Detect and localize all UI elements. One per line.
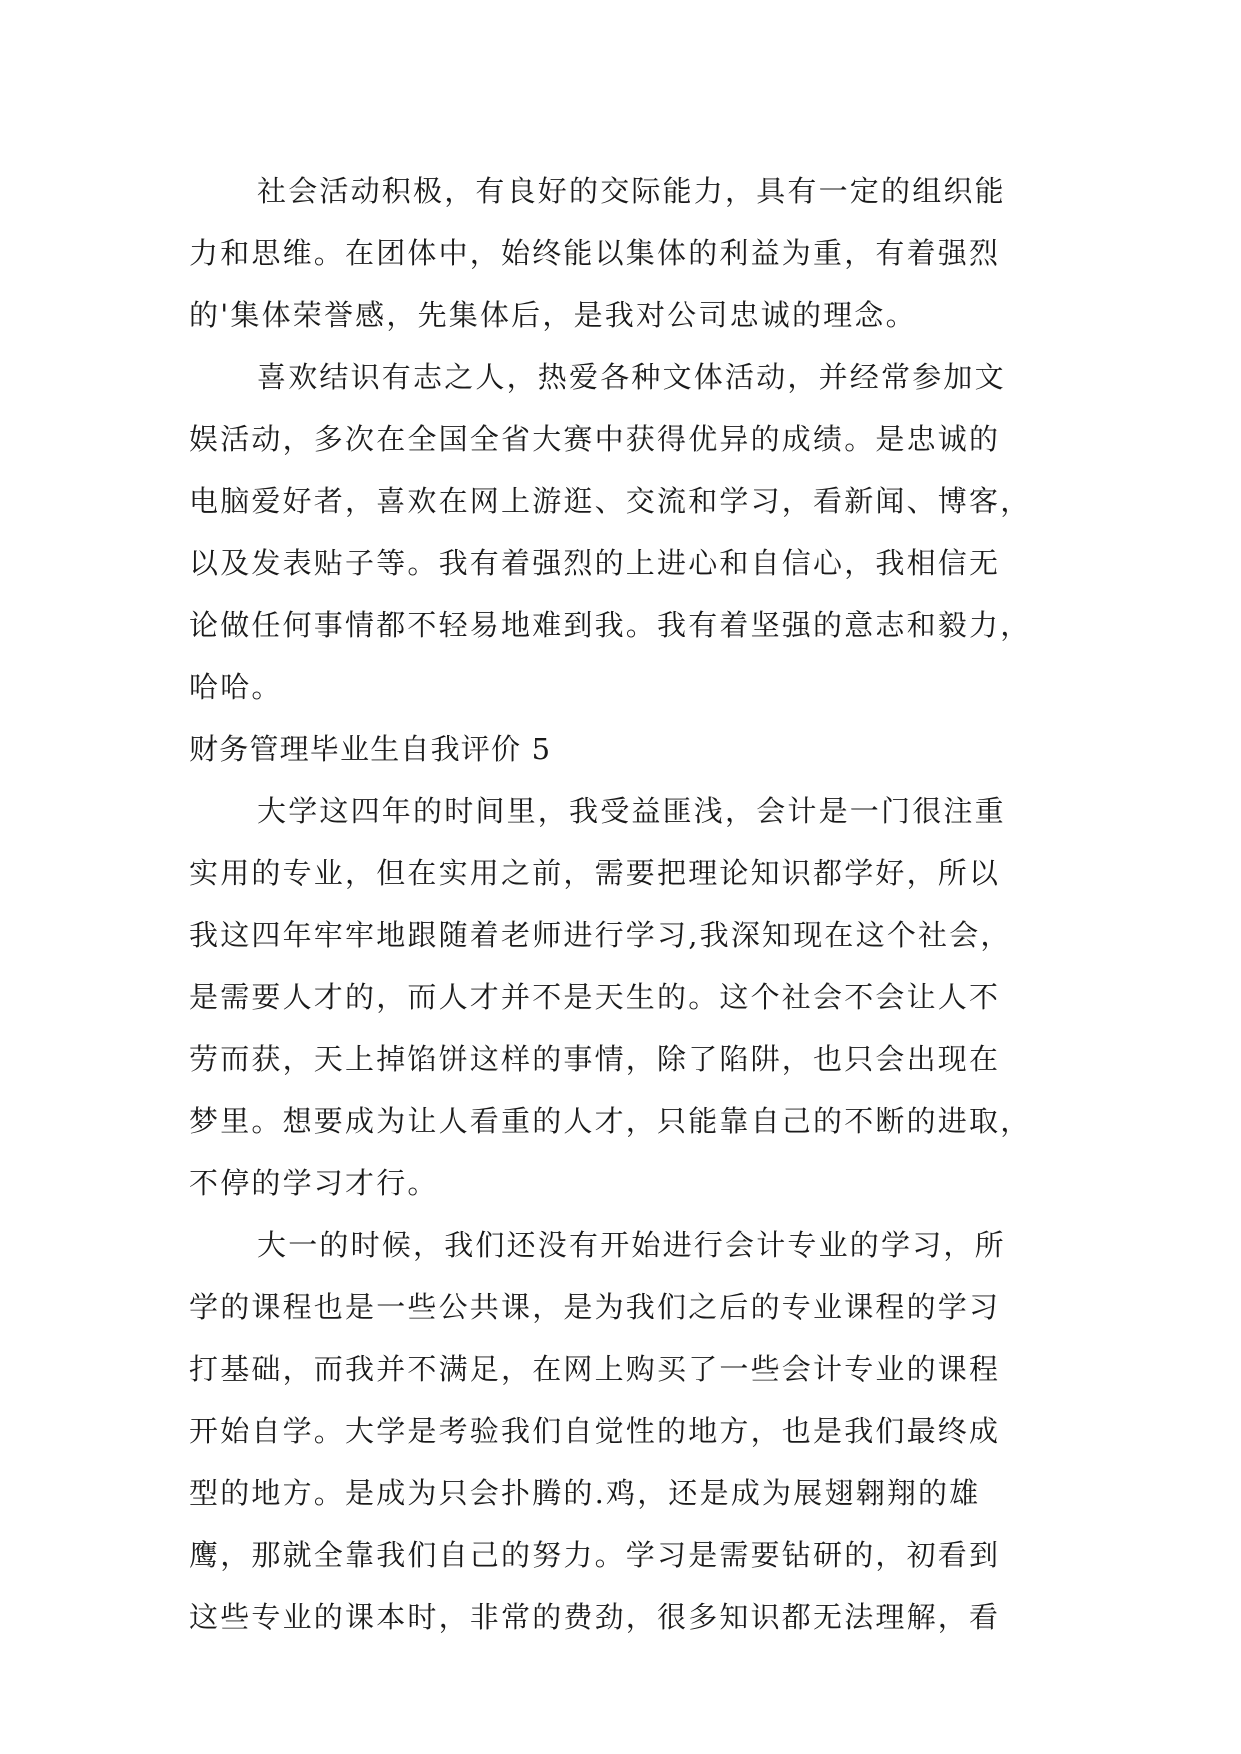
text-line: 以及发表贴子等。我有着强烈的上进心和自信心，我相信无 xyxy=(189,546,1001,580)
text-line: 不停的学习才行。 xyxy=(189,1166,439,1200)
text-line: 型的地方。是成为只会扑腾的.鸡，还是成为展翅翱翔的雄 xyxy=(189,1476,981,1510)
text-line: 哈哈。 xyxy=(189,670,283,704)
text-line: 电脑爱好者，喜欢在网上游逛、交流和学习，看新闻、博客， xyxy=(189,484,1032,518)
text-line: 的'集体荣誉感，先集体后，是我对公司忠诚的理念。 xyxy=(189,298,917,332)
text-line: 我这四年牢牢地跟随着老师进行学习,我深知现在这个社会， xyxy=(189,918,1012,952)
section-heading: 财务管理毕业生自我评价 5 xyxy=(189,732,552,766)
text-line: 力和思维。在团体中，始终能以集体的利益为重，有着强烈 xyxy=(189,236,1001,270)
text-line: 劳而获，天上掉馅饼这样的事情，除了陷阱，也只会出现在 xyxy=(189,1042,1001,1076)
text-line: 大学这四年的时间里，我受益匪浅，会计是一门很注重 xyxy=(257,794,1006,828)
text-line: 社会活动积极，有良好的交际能力，具有一定的组织能 xyxy=(257,174,1006,208)
text-line: 论做任何事情都不轻易地难到我。我有着坚强的意志和毅力， xyxy=(189,608,1032,642)
text-line: 这些专业的课本时，非常的费劲，很多知识都无法理解，看 xyxy=(189,1600,1001,1634)
text-line: 实用的专业，但在实用之前，需要把理论知识都学好，所以 xyxy=(189,856,1001,890)
text-line: 鹰，那就全靠我们自己的努力。学习是需要钻研的，初看到 xyxy=(189,1538,1001,1572)
text-line: 是需要人才的，而人才并不是天生的。这个社会不会让人不 xyxy=(189,980,1001,1014)
text-line: 梦里。想要成为让人看重的人才，只能靠自己的不断的进取， xyxy=(189,1104,1032,1138)
document-body xyxy=(189,160,1049,1648)
text-line: 开始自学。大学是考验我们自觉性的地方，也是我们最终成 xyxy=(189,1414,1001,1448)
text-line: 娱活动，多次在全国全省大赛中获得优异的成绩。是忠诚的 xyxy=(189,422,1001,456)
text-line: 打基础，而我并不满足，在网上购买了一些会计专业的课程 xyxy=(189,1352,1001,1386)
text-line: 喜欢结识有志之人，热爱各种文体活动，并经常参加文 xyxy=(257,360,1006,394)
text-line: 大一的时候，我们还没有开始进行会计专业的学习，所 xyxy=(257,1228,1006,1262)
text-line: 学的课程也是一些公共课，是为我们之后的专业课程的学习 xyxy=(189,1290,1001,1324)
